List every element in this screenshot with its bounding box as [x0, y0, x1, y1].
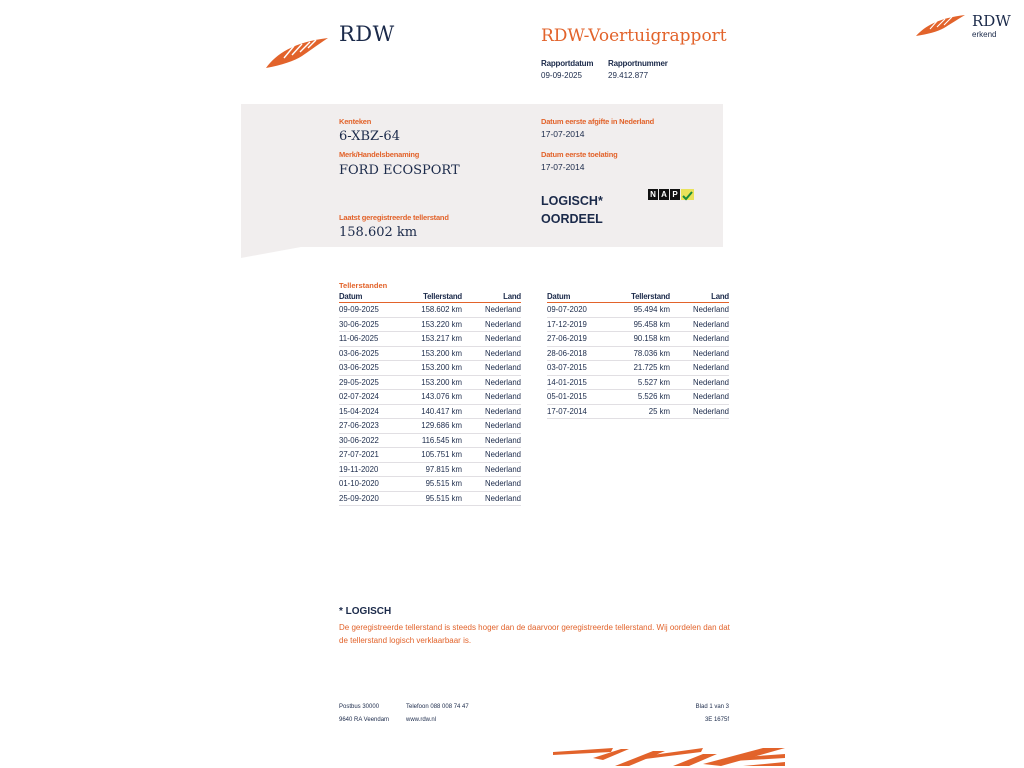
cell-reading: 78.036 km	[613, 346, 670, 361]
table-row	[339, 361, 521, 376]
cell-reading: 5.527 km	[613, 375, 670, 390]
corner-brand: RDW	[972, 12, 1011, 30]
last-odometer-label: Laatst geregistreerde tellerstand	[339, 213, 449, 222]
cell-country: Nederland	[462, 433, 521, 448]
table-row	[547, 303, 729, 318]
cell-reading: 90.158 km	[613, 332, 670, 347]
cell-reading: 25 km	[613, 404, 670, 419]
cell-date: 05-01-2015	[547, 390, 613, 405]
footer-city: 9640 RA Veendam	[339, 717, 390, 723]
panel-tail	[241, 247, 301, 258]
table-row	[339, 433, 521, 448]
cell-date: 30-06-2022	[339, 433, 405, 448]
cell-date: 30-06-2025	[339, 317, 405, 332]
cell-date: 01-10-2020	[339, 477, 405, 492]
cell-country: Nederland	[670, 317, 729, 332]
col-date: Datum	[339, 292, 405, 303]
verdict	[541, 192, 603, 228]
verdict-line-1: LOGISCH*	[541, 194, 603, 208]
footer-web[interactable]: www.rdw.nl	[406, 717, 437, 723]
cell-reading: 153.217 km	[405, 332, 462, 347]
footnote-title: * LOGISCH	[339, 606, 392, 617]
cell-reading: 21.725 km	[613, 361, 670, 376]
nap-letter: N	[648, 189, 658, 200]
nap-letter: A	[659, 189, 669, 200]
cell-date: 09-09-2025	[339, 303, 405, 318]
rdw-feather-logo-icon	[264, 34, 330, 70]
cell-reading: 153.220 km	[405, 317, 462, 332]
col-reading: Tellerstand	[405, 292, 462, 303]
cell-country: Nederland	[462, 346, 521, 361]
checkmark-icon	[681, 189, 694, 200]
footer-code: 3E 1675f	[704, 717, 729, 723]
cell-country: Nederland	[670, 375, 729, 390]
cell-date: 14-01-2015	[547, 375, 613, 390]
report-number-label: Rapportnummer	[608, 59, 668, 68]
table-row	[547, 390, 729, 405]
cell-country: Nederland	[462, 491, 521, 506]
table-row	[339, 390, 521, 405]
cell-date: 09-07-2020	[547, 303, 613, 318]
cell-date: 03-06-2025	[339, 361, 405, 376]
cell-reading: 158.602 km	[405, 303, 462, 318]
verdict-line-2: OORDEEL	[541, 212, 603, 226]
cell-date: 27-06-2023	[339, 419, 405, 434]
first-issue-nl-value: 17-07-2014	[541, 129, 585, 139]
cell-reading: 143.076 km	[405, 390, 462, 405]
report-date: 09-09-2025	[541, 71, 582, 80]
cell-date: 03-06-2025	[339, 346, 405, 361]
col-reading: Tellerstand	[613, 292, 670, 303]
cell-date: 03-07-2015	[547, 361, 613, 376]
report-date-label: Rapportdatum	[541, 59, 594, 68]
cell-reading: 153.200 km	[405, 346, 462, 361]
table-row	[339, 477, 521, 492]
make-label: Merk/Handelsbenaming	[339, 150, 420, 159]
cell-date: 25-09-2020	[339, 491, 405, 506]
last-odometer-value: 158.602 km	[339, 225, 418, 240]
plate-value: 6-XBZ-64	[339, 129, 400, 144]
cell-date: 27-07-2021	[339, 448, 405, 463]
table-row	[339, 462, 521, 477]
cell-reading: 95.494 km	[613, 303, 670, 318]
cell-date: 15-04-2024	[339, 404, 405, 419]
table-header-row	[339, 292, 521, 303]
corner-erkend: erkend	[972, 30, 997, 39]
decorative-stripes-icon	[553, 746, 785, 768]
table-row	[547, 346, 729, 361]
cell-country: Nederland	[462, 375, 521, 390]
cell-reading: 116.545 km	[405, 433, 462, 448]
cell-reading: 140.417 km	[405, 404, 462, 419]
cell-country: Nederland	[462, 477, 521, 492]
cell-reading: 95.458 km	[613, 317, 670, 332]
cell-country: Nederland	[462, 361, 521, 376]
table-row	[339, 317, 521, 332]
cell-country: Nederland	[670, 332, 729, 347]
table-row	[547, 404, 729, 419]
table-row	[339, 332, 521, 347]
cell-date: 02-07-2024	[339, 390, 405, 405]
footer-postbus: Postbus 30000	[339, 704, 380, 710]
make-value: FORD ECOSPORT	[339, 163, 460, 178]
col-date: Datum	[547, 292, 613, 303]
cell-country: Nederland	[670, 361, 729, 376]
cell-date: 29-05-2025	[339, 375, 405, 390]
cell-date: 17-07-2014	[547, 404, 613, 419]
odometer-title: Tellerstanden	[339, 281, 388, 290]
cell-country: Nederland	[462, 332, 521, 347]
table-header-row	[547, 292, 729, 303]
cell-country: Nederland	[670, 390, 729, 405]
cell-country: Nederland	[462, 448, 521, 463]
first-admission-value: 17-07-2014	[541, 162, 585, 172]
table-row	[339, 491, 521, 506]
col-country: Land	[670, 292, 729, 303]
footer-page: Blad 1 van 3	[695, 704, 729, 710]
cell-reading: 95.515 km	[405, 477, 462, 492]
first-issue-nl-label: Datum eerste afgifte in Nederland	[541, 117, 655, 126]
cell-reading: 95.515 km	[405, 491, 462, 506]
cell-date: 27-06-2019	[547, 332, 613, 347]
table-row	[339, 404, 521, 419]
cell-reading: 153.200 km	[405, 361, 462, 376]
cell-reading: 129.686 km	[405, 419, 462, 434]
rdw-erkend-logo-icon	[915, 12, 967, 38]
cell-country: Nederland	[670, 404, 729, 419]
table-row	[339, 375, 521, 390]
report-title: RDW-Voertuigrapport	[541, 26, 727, 46]
odometer-table-left	[339, 292, 521, 506]
nap-check-icon	[648, 189, 696, 207]
odometer-table-right	[547, 292, 729, 419]
cell-reading: 97.815 km	[405, 462, 462, 477]
cell-reading: 5.526 km	[613, 390, 670, 405]
cell-date: 17-12-2019	[547, 317, 613, 332]
footnote-text: De geregistreerde tellerstand is steeds hoger dan de daarvoor geregistreerde tellerstand. Wij oordelen dan dat de tellerstand logisch verklaarbaar is.	[339, 623, 730, 645]
table-row	[547, 361, 729, 376]
table-row	[547, 317, 729, 332]
table-row	[547, 332, 729, 347]
cell-date: 11-06-2025	[339, 332, 405, 347]
first-admission-label: Datum eerste toelating	[541, 150, 618, 159]
cell-country: Nederland	[462, 419, 521, 434]
report-number: 29.412.877	[608, 71, 649, 80]
brand-title: RDW	[339, 22, 395, 46]
cell-country: Nederland	[670, 303, 729, 318]
table-row	[547, 375, 729, 390]
cell-reading: 105.751 km	[405, 448, 462, 463]
col-country: Land	[462, 292, 521, 303]
footer-phone: Telefoon 088 008 74 47	[406, 704, 469, 710]
nap-letter: P	[670, 189, 680, 200]
cell-country: Nederland	[670, 346, 729, 361]
cell-country: Nederland	[462, 462, 521, 477]
cell-date: 28-06-2018	[547, 346, 613, 361]
cell-reading: 153.200 km	[405, 375, 462, 390]
plate-label: Kenteken	[339, 117, 372, 126]
cell-country: Nederland	[462, 303, 521, 318]
table-row	[339, 448, 521, 463]
cell-country: Nederland	[462, 390, 521, 405]
cell-country: Nederland	[462, 317, 521, 332]
cell-country: Nederland	[462, 404, 521, 419]
table-row	[339, 346, 521, 361]
cell-date: 19-11-2020	[339, 462, 405, 477]
table-row	[339, 419, 521, 434]
table-row	[339, 303, 521, 318]
